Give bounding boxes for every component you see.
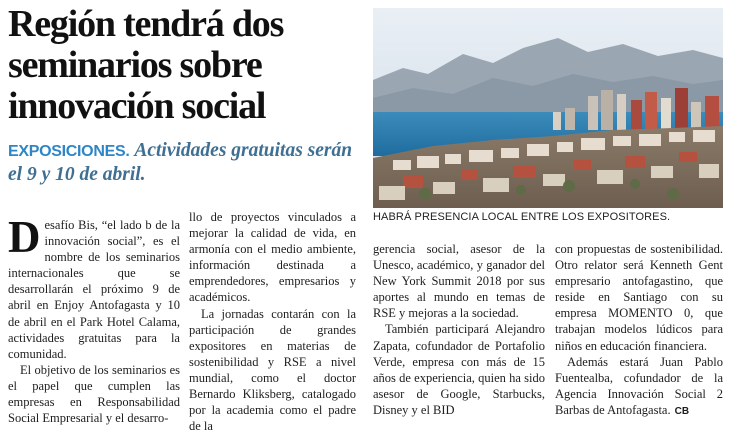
text-column-3 [373, 241, 545, 418]
photo-caption: HABRÁ PRESENCIA LOCAL ENTRE LOS EXPOSITORES. [373, 211, 671, 223]
end-mark: CB [674, 405, 690, 417]
kicker-label: EXPOSICIONES. [8, 143, 130, 160]
paragraph: El objetivo de los seminarios es el papel que cumplen las empresas en Responsabilidad Social Empresarial y el desarro- [8, 362, 180, 426]
kicker [8, 139, 368, 186]
text-column-1 [8, 212, 180, 426]
drop-cap: D [8, 212, 41, 262]
paragraph: También participará Alejandro Zapata, cofundador de Portafolio Verde, empresa con más de 15 años de experiencia, quien ha sido asesor de Google, Starbucks, Disney y el BID [373, 322, 545, 417]
paragraph-text: Además estará Juan Pablo Fuentealba, cofundador de la Agencia Innovación Social 2 Barbas de Antofagasta. [555, 354, 723, 417]
headline: Región tendrá dos seminarios sobre innovación social [8, 3, 284, 127]
paragraph: llo de proyectos vinculados a mejorar la calidad de vida, en armonía con el medio ambiente, información destinada a emprendedores, empresarios y académicos. [189, 210, 356, 305]
paragraph [555, 354, 723, 420]
paragraph: gerencia social, asesor de la Unesco, académico, y ganador del New York Summit 2018 por sus aportes al mundo en temas de RSE y mejoras a la sociedad. [373, 242, 545, 321]
paragraph [8, 212, 180, 362]
text-column-2 [189, 209, 356, 434]
paragraph: con propuestas de sostenibilidad. Otro relator será Kenneth Gent empresario antofagastino, que reside en Santiago con su empresa MOMENTO 0, que trabajan modelos lúdicos para niños en educación financiera. [555, 242, 723, 353]
paragraph-text: esafío Bis, “el lado b de la innovación social”, es el nombre de los seminarios internacionales que se desarrollarán el próximo 9 de abril en Enjoy Antofagasta y 10 de abril en el Park Hotel Calama, actividades gratuitas para la comunidad. [8, 218, 180, 361]
coastal-city-photo [373, 8, 723, 208]
text-column-4 [555, 241, 723, 420]
article-photo [373, 8, 723, 208]
paragraph: La jornadas contarán con la participación de grandes expositores en materias de sostenibilidad y RSE a nivel mundial, como el doctor Bernardo Kliksberg, catalogado por la academia como el padre de la [189, 306, 356, 434]
kicker-text: Actividades gratuitas serán el 9 y 10 de abril. [8, 140, 353, 185]
